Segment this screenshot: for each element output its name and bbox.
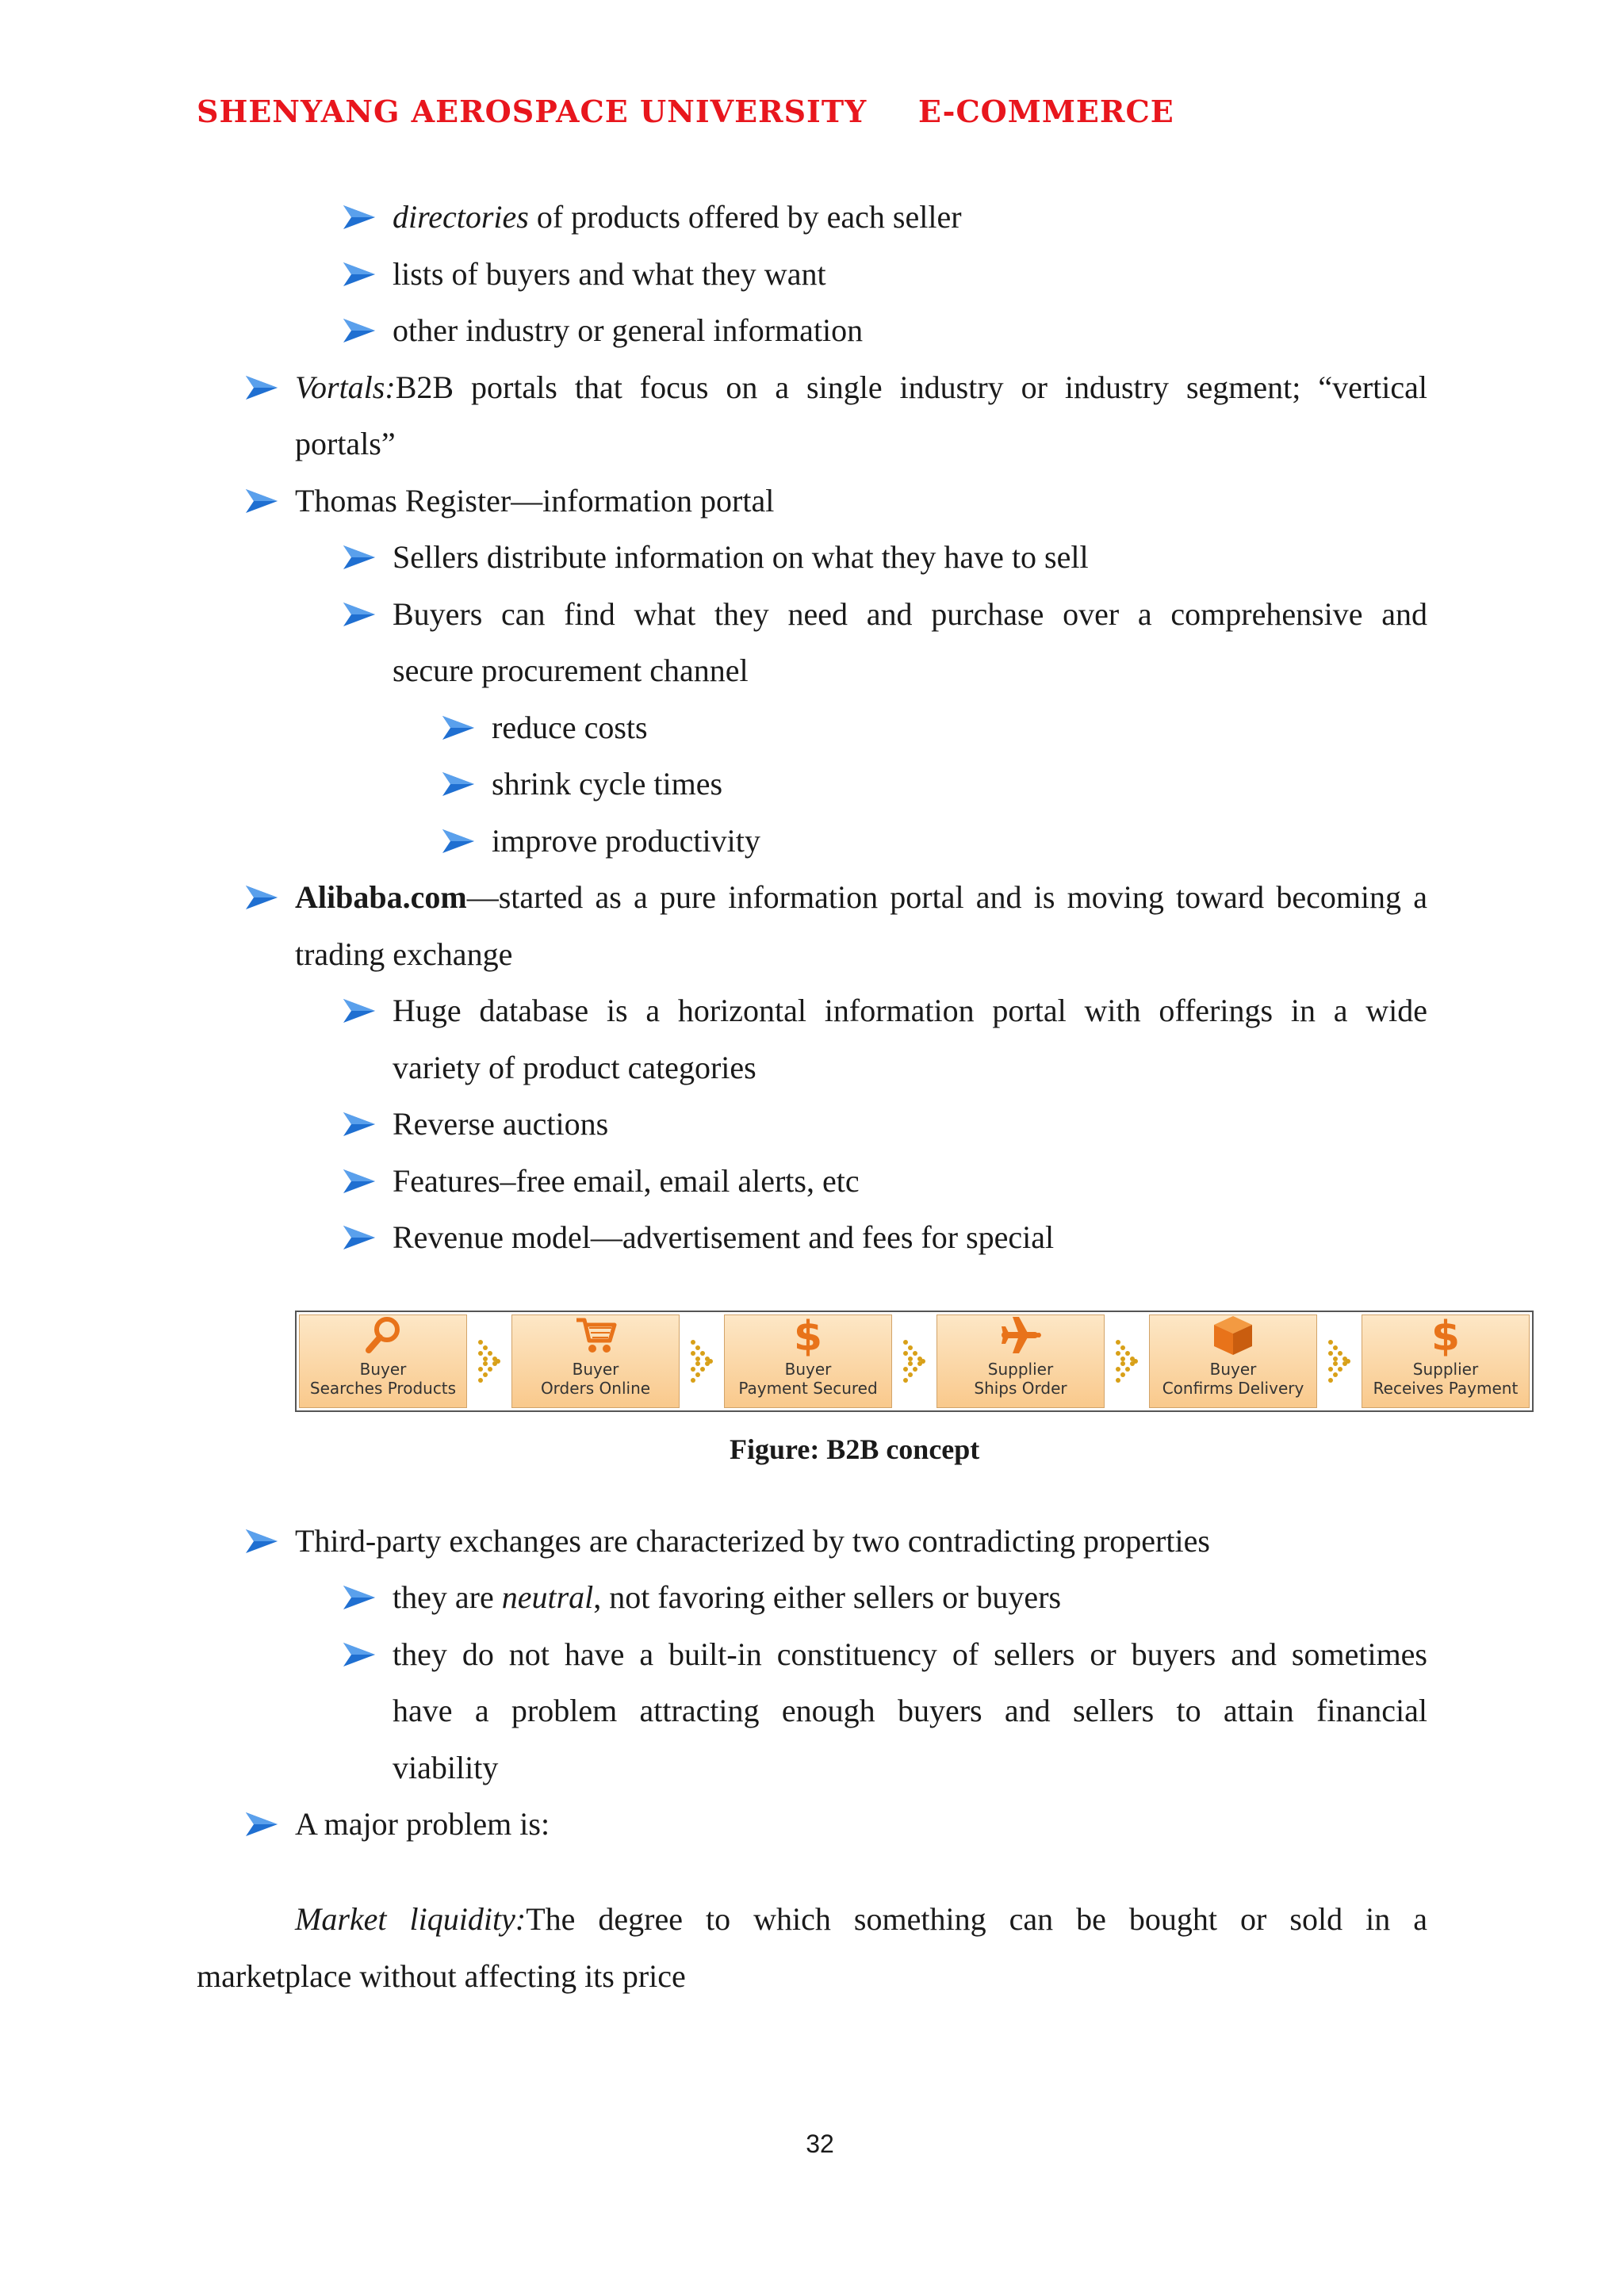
list-item-continuation: [393, 652, 1427, 690]
step-line: Payment Secured: [738, 1379, 878, 1398]
list-item: [393, 538, 1427, 576]
text: A major problem is:: [295, 1806, 550, 1842]
list-item: [393, 198, 1427, 236]
arrow-bullet-icon: [342, 261, 377, 288]
list-item: [393, 1162, 1427, 1200]
paragraph-line: [197, 1957, 1427, 1996]
text: Huge database is a horizontal information portal with offerings in a wide: [393, 993, 1427, 1028]
arrow-bullet-icon: [342, 204, 377, 231]
process-step-receives-payment: [1362, 1314, 1530, 1408]
header-course: E-COMMERCE: [918, 94, 1174, 129]
list-item-continuation: [393, 1692, 1427, 1730]
list-item: [295, 878, 1427, 916]
arrow-bullet-icon: [342, 1224, 377, 1251]
arrow-bullet-icon: [441, 828, 476, 855]
step-line: Buyer: [784, 1360, 832, 1379]
magnifier-icon: [361, 1314, 405, 1357]
paragraph-line: [295, 1900, 1427, 1938]
arrow-bullet-icon: [244, 374, 279, 401]
process-step-buyer-searches: [299, 1314, 467, 1408]
dollar-icon: [1423, 1314, 1468, 1357]
process-step-buyer-orders: [511, 1314, 680, 1408]
text-emphasis: Market liquidity:: [295, 1901, 527, 1937]
text: have a problem attracting enough buyers and sellers to attain financial: [393, 1693, 1427, 1728]
shopping-cart-icon: [573, 1314, 618, 1357]
b2b-process-figure: [295, 1311, 1534, 1412]
arrow-bullet-icon: [342, 1168, 377, 1195]
arrow-bullet-icon: [342, 1584, 377, 1611]
svg-text:$: $: [793, 1314, 823, 1357]
text: variety of product categories: [393, 1050, 756, 1085]
text-bold: Alibaba.com: [295, 879, 467, 915]
step-line: Buyer: [572, 1360, 619, 1379]
list-item: [295, 1805, 1427, 1843]
step-line: Ships Order: [974, 1379, 1067, 1398]
step-line: Buyer: [1209, 1360, 1257, 1379]
text: portals”: [295, 426, 396, 461]
text: —started as a pure information portal and is moving toward becoming a: [466, 879, 1427, 915]
chevron-right-icon: [894, 1312, 934, 1410]
list-item: [393, 1636, 1427, 1674]
figure-caption: Figure: B2B concept: [730, 1433, 980, 1465]
arrow-bullet-icon: [342, 1111, 377, 1138]
text: secure procurement channel: [393, 652, 749, 688]
list-item: [492, 765, 1427, 803]
step-line: Supplier: [1412, 1360, 1479, 1379]
airplane-icon: [998, 1314, 1043, 1357]
arrow-bullet-icon: [342, 601, 377, 628]
text: Third-party exchanges are characterized by two contradicting properties: [295, 1523, 1210, 1559]
text: The degree to which something can be bought or sold in a: [526, 1901, 1427, 1937]
list-item: [295, 482, 1427, 520]
text: Features–free email, email alerts, etc: [393, 1163, 860, 1199]
list-item: [295, 369, 1427, 407]
text: Reverse auctions: [393, 1106, 609, 1142]
list-item: [492, 822, 1427, 860]
text: Sellers distribute information on what they have to sell: [393, 539, 1089, 575]
list-item-continuation: [393, 1749, 1427, 1787]
process-step-payment-secured: [724, 1314, 892, 1408]
chevron-right-icon: [469, 1312, 509, 1410]
text: reduce costs: [492, 710, 648, 745]
list-item-continuation: [393, 1049, 1427, 1087]
text: lists of buyers and what they want: [393, 256, 826, 292]
list-item: [393, 1219, 1427, 1257]
process-step-confirms-delivery: [1149, 1314, 1317, 1408]
step-line: Searches Products: [309, 1379, 457, 1398]
list-item: [393, 595, 1427, 633]
text: trading exchange: [295, 936, 513, 972]
arrow-bullet-icon: [441, 714, 476, 741]
step-line: Receives Payment: [1373, 1379, 1519, 1398]
arrow-bullet-icon: [342, 317, 377, 344]
arrow-bullet-icon: [342, 544, 377, 571]
page-header: [197, 94, 1465, 141]
text: Buyers can find what they need and purchase over a comprehensive and: [393, 596, 1427, 632]
text: they do not have a built-in constituency of sellers or buyers and sometimes: [393, 1636, 1427, 1672]
step-line: Supplier: [987, 1360, 1054, 1379]
text: Revenue model—advertisement and fees for special: [393, 1219, 1055, 1255]
box-icon: [1211, 1314, 1255, 1357]
step-line: Confirms Delivery: [1162, 1379, 1304, 1398]
list-item-continuation: [295, 425, 1427, 463]
arrow-bullet-icon: [244, 1811, 279, 1838]
text: , not favoring either sellers or buyers: [593, 1579, 1062, 1615]
chevron-right-icon: [1320, 1312, 1359, 1410]
process-step-supplier-ships: [936, 1314, 1105, 1408]
chevron-right-icon: [1107, 1312, 1147, 1410]
arrow-bullet-icon: [244, 884, 279, 911]
text: other industry or general information: [393, 312, 864, 348]
arrow-bullet-icon: [244, 488, 279, 515]
list-item: [393, 1105, 1427, 1143]
list-item-continuation: [295, 936, 1427, 974]
list-item: [393, 255, 1427, 293]
list-item: [393, 312, 1427, 350]
list-item: [295, 1522, 1427, 1560]
dollar-icon: [786, 1314, 830, 1357]
text: improve productivity: [492, 823, 760, 859]
text: they are: [393, 1579, 502, 1615]
list-item: [492, 709, 1427, 747]
text: B2B portals that focus on a single industry or industry segment; “vertical: [395, 369, 1427, 405]
header-university: SHENYANG AEROSPACE UNIVERSITY: [197, 94, 868, 129]
arrow-bullet-icon: [244, 1528, 279, 1555]
list-item: [393, 1578, 1427, 1617]
chevron-right-icon: [682, 1312, 722, 1410]
text: of products offered by each seller: [528, 199, 962, 235]
text-emphasis: neutral: [501, 1579, 594, 1615]
text: viability: [393, 1750, 499, 1785]
text: shrink cycle times: [492, 766, 723, 802]
text: marketplace without affecting its price: [197, 1958, 686, 1994]
svg-text:$: $: [1431, 1314, 1461, 1357]
step-line: Buyer: [359, 1360, 407, 1379]
list-item: [393, 992, 1427, 1030]
text: Thomas Register—information portal: [295, 483, 775, 519]
step-line: Orders Online: [540, 1379, 651, 1398]
arrow-bullet-icon: [342, 997, 377, 1024]
arrow-bullet-icon: [342, 1641, 377, 1668]
text-emphasis: directories: [393, 199, 529, 235]
page-number: 32: [806, 2130, 834, 2158]
text-emphasis: Vortals:: [295, 369, 396, 405]
arrow-bullet-icon: [441, 771, 476, 798]
